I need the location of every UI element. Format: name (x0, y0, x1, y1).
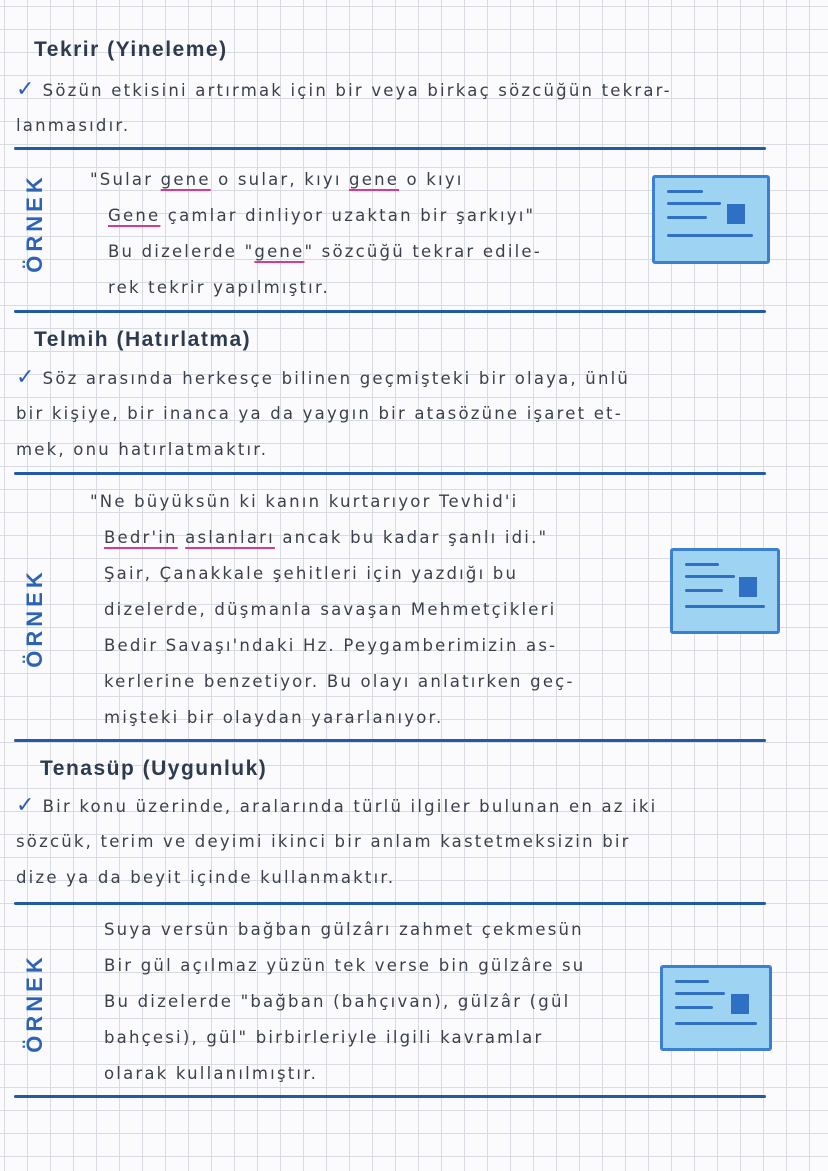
section-divider (14, 902, 766, 905)
section-divider (14, 147, 766, 150)
definition-text: Söz arasında herkesçe bilinen geçmişteki bir olaya, ünlü (42, 369, 631, 388)
heading-paren: (Uygunluk) (142, 757, 268, 780)
section-divider (14, 1095, 766, 1098)
definition-line: lanmasıdır. (16, 116, 131, 135)
check-icon: ✓ (16, 365, 37, 390)
example-line: kerlerine benzetiyor. Bu olayı anlatırken geç- (104, 672, 575, 691)
example-line: bahçesi), gül" birbirleriyle ilgili kavramlar (104, 1028, 544, 1047)
section-divider (14, 310, 766, 313)
example-line: dizelerde, düşmanla savaşan Mehmetçikleri (104, 600, 557, 619)
example-line: Bu dizelerde "bağban (bahçıvan), gülzâr (gül (104, 992, 571, 1011)
heading-paren: (Yineleme) (107, 38, 228, 61)
definition-line: dize ya da beyit içinde kullanmaktır. (16, 868, 396, 887)
definition-text: Bir konu üzerinde, aralarında türlü ilgiler bulunan en az iki (42, 797, 658, 816)
section-divider (14, 472, 766, 475)
check-icon: ✓ (16, 77, 37, 102)
example-line: Bir gül açılmaz yüzün tek verse bin gülzâre su (104, 956, 586, 975)
definition-line (16, 366, 630, 391)
example-line: Şair, Çanakkale şehitleri için yazdığı bu (104, 564, 519, 583)
check-icon: ✓ (16, 793, 37, 818)
example-line: Bu dizelerde "gene" sözcüğü tekrar edile- (108, 242, 542, 261)
example-line: olarak kullanılmıştır. (104, 1064, 319, 1083)
heading-term: Tenasüp (40, 757, 136, 780)
heading-term: Telmih (34, 328, 110, 351)
heading-term: Tekrir (34, 38, 100, 61)
example-line: Bedr'in aslanları ancak bu kadar şanlı idi." (104, 528, 549, 547)
example-label: ÖRNEK (22, 953, 47, 1053)
note-card-icon (670, 548, 780, 634)
definition-line: sözcük, terim ve deyimi ikinci bir anlam kastetmeksizin bir (16, 832, 631, 851)
definition-line: bir kişiye, bir inanca ya da yaygın bir atasözüne işaret et- (16, 404, 623, 423)
note-card-icon (652, 175, 770, 264)
example-label: ÖRNEK (22, 568, 47, 668)
section-heading-tekrir (34, 38, 228, 62)
definition-line (16, 78, 672, 103)
heading-paren: (Hatırlatma) (116, 328, 252, 351)
example-line: Bedir Savaşı'ndaki Hz. Peygamberimizin as- (104, 636, 558, 655)
example-label: ÖRNEK (22, 173, 47, 273)
example-line: "Sular gene o sular, kıyı gene o kıyı (90, 170, 464, 189)
section-divider (14, 739, 766, 742)
section-heading-telmih (34, 328, 251, 352)
definition-line (16, 794, 657, 819)
definition-text: Sözün etkisini artırmak için bir veya birkaç sözcüğün tekrar- (42, 81, 672, 100)
example-line: Gene çamlar dinliyor uzaktan bir şarkıyı" (108, 206, 536, 225)
section-heading-tenasup (40, 757, 267, 781)
definition-line: mek, onu hatırlatmaktır. (16, 440, 269, 459)
example-line: "Ne büyüksün ki kanın kurtarıyor Tevhid'i (90, 492, 519, 511)
example-line: rek tekrir yapılmıştır. (108, 278, 330, 297)
note-card-icon (660, 965, 772, 1051)
example-line: mişteki bir olaydan yararlanıyor. (104, 708, 444, 727)
example-line: Suya versün bağban gülzârı zahmet çekmesün (104, 920, 584, 939)
